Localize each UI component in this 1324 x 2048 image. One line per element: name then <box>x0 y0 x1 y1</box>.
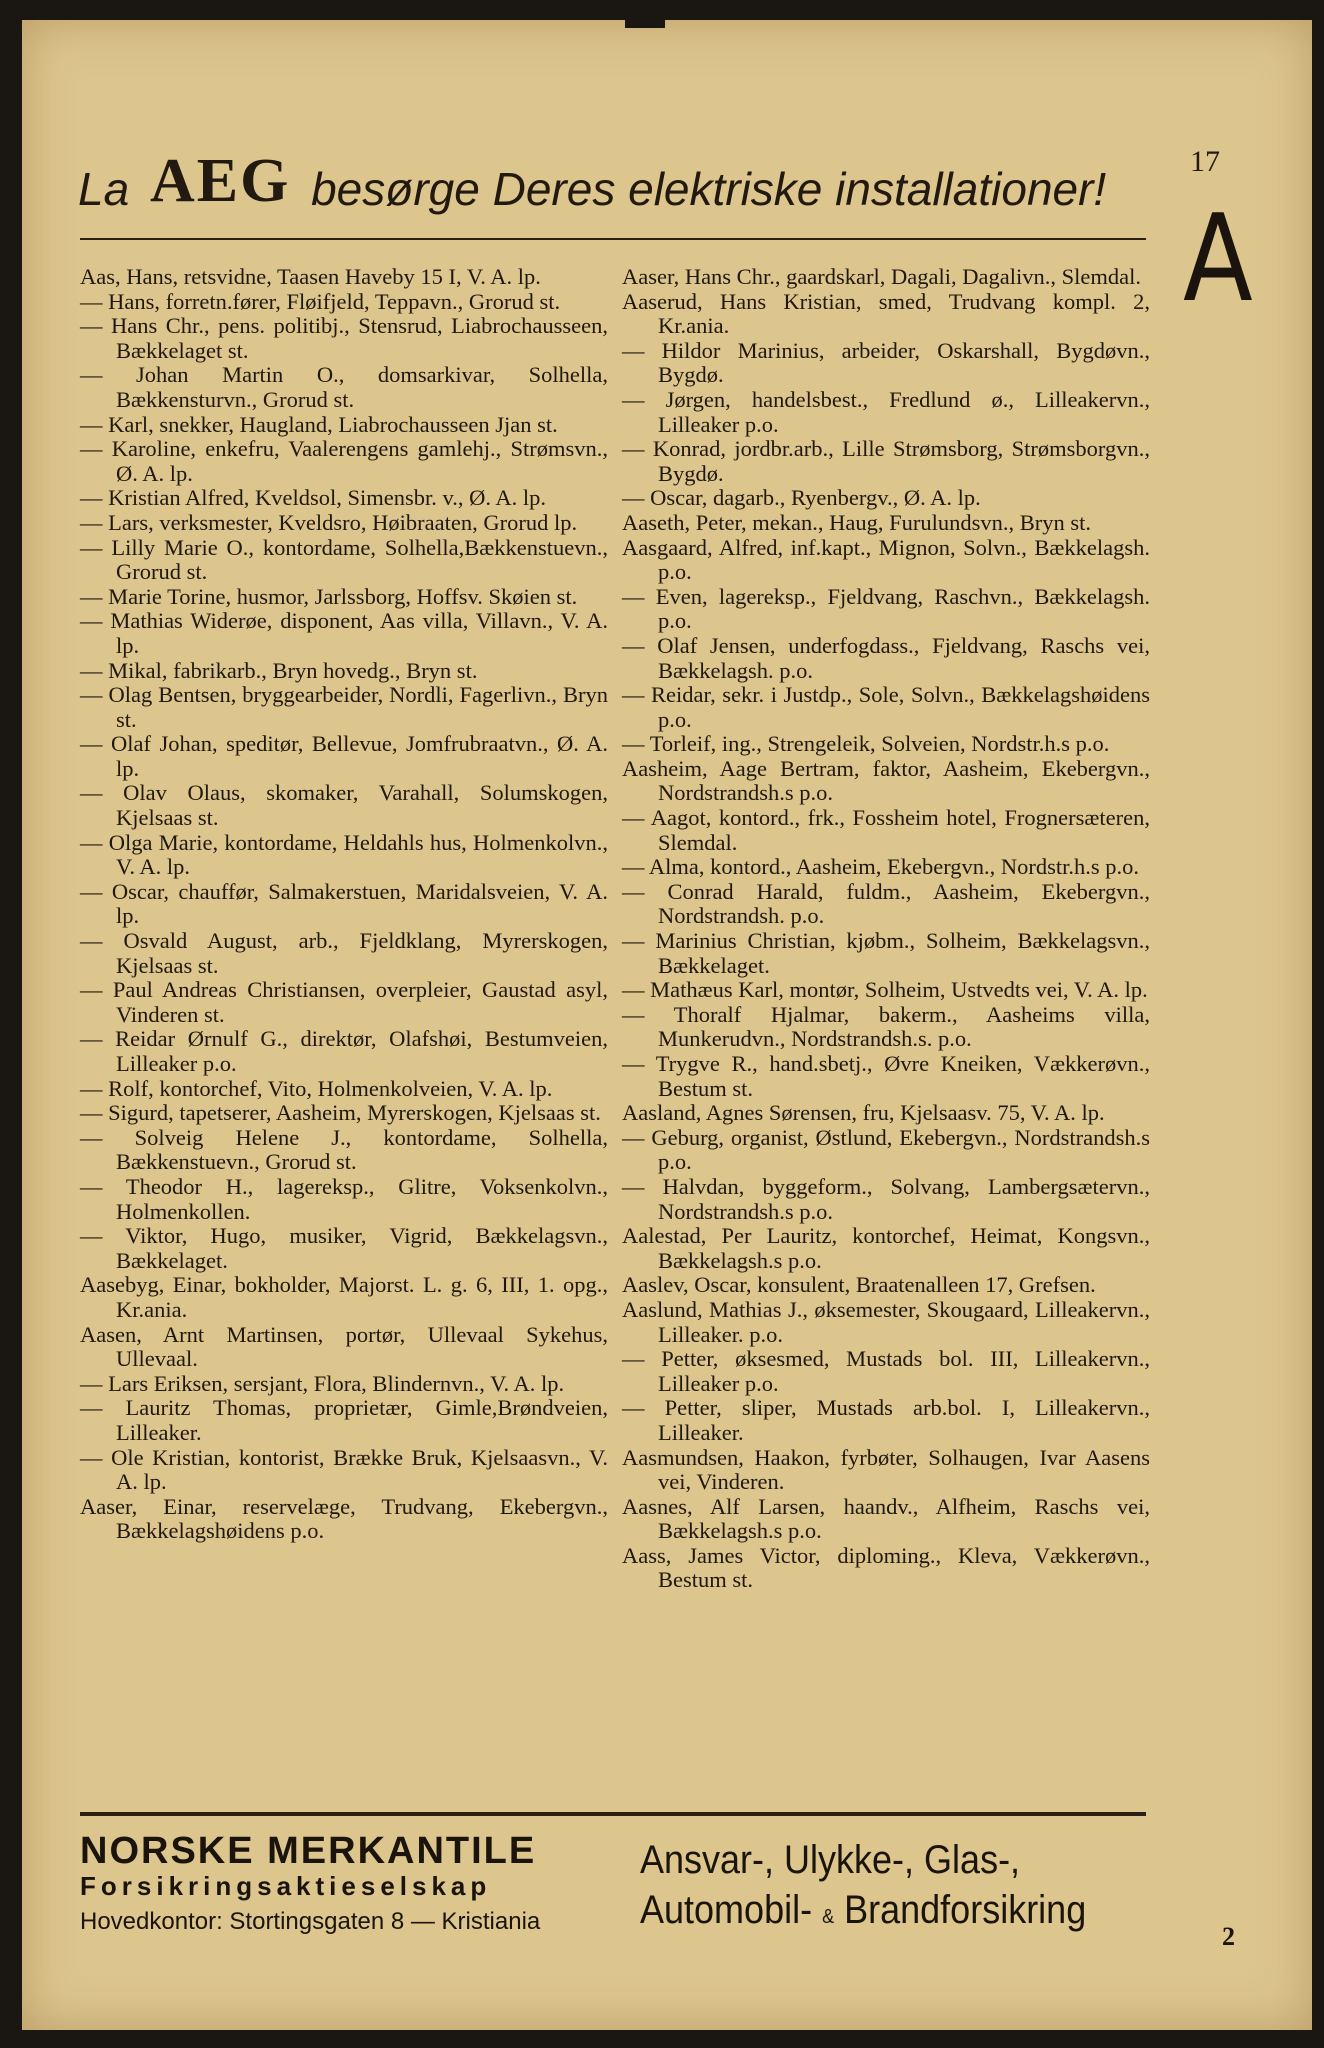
directory-entry: — Oscar, dagarb., Ryenbergv., Ø. A. lp. <box>622 485 981 511</box>
directory-entry: Aasheim, Aage Bertram, faktor, Aasheim, Ekebergvn., Nordstrandsh.s p.o. <box>622 755 1150 806</box>
binding-mark <box>625 20 665 28</box>
directory-entry: — Olag Bentsen, bryggearbeider, Nordli, Fagerlivn., Bryn st. <box>80 682 608 732</box>
directory-entry: — Theodor H., lagereksp., Glitre, Voksenkolvn., Holmenkollen. <box>80 1173 608 1224</box>
directory-entry: — Thoralf Hjalmar, bakerm., Aasheims villa, Munkerudvn., Nordstrandsh.s. p.o. <box>622 1001 1150 1052</box>
directory-entry: Aasgaard, Alfred, inf.kapt., Mignon, Solvn., Bækkelagsh. p.o. <box>622 534 1150 585</box>
signature-number: 2 <box>1222 1922 1235 1951</box>
directory-entry: Aass, James Victor, diploming., Kleva, Vækkerøvn., Bestum st. <box>622 1542 1150 1593</box>
directory-entry: — Karl, snekker, Haugland, Liabrochausseen Jjan st. <box>80 411 558 437</box>
directory-entry: — Oscar, chauffør, Salmakerstuen, Maridalsveien, V. A. lp. <box>80 878 608 929</box>
directory-entry: — Mathias Widerøe, disponent, Aas villa, Villavn., V. A. lp. <box>80 608 608 658</box>
directory-entry: Aaserud, Hans Kristian, smed, Trudvang kompl. 2, Kr.ania. <box>622 288 1150 339</box>
directory-entry: — Osvald August, arb., Fjeldklang, Myrerskogen, Kjelsaas st. <box>80 928 608 978</box>
right-column <box>622 265 1150 1593</box>
ad-prefix: La <box>78 163 130 215</box>
company-address: Hovedkontor: Stortingsgaten 8 — Kristiania <box>80 1908 541 1935</box>
directory-entry: — Konrad, jordbr.arb., Lille Strømsborg, Strømsborgvn., Bygdø. <box>622 436 1150 486</box>
directory-entry: — Olaf Johan, speditør, Bellevue, Jomfrubraatvn., Ø. A. lp. <box>80 731 608 781</box>
directory-entry: — Karoline, enkefru, Vaalerengens gamlehj., Strømsvn., Ø. A. lp. <box>80 436 608 486</box>
directory-entry: — Conrad Harald, fuldm., Aasheim, Ekebergvn., Nordstrandsh. p.o. <box>622 878 1150 929</box>
directory-entry: — Reidar Ørnulf G., direktør, Olafshøi, Bestumveien, Lilleaker p.o. <box>80 1026 608 1076</box>
directory-entry: — Lars Eriksen, sersjant, Flora, Blindernvn., V. A. lp. <box>80 1370 565 1396</box>
aeg-advertisement <box>78 147 1107 221</box>
insurance-types-line2 <box>640 1885 1108 1942</box>
directory-entry: — Paul Andreas Christiansen, overpleier, Gaustad asyl, Vinderen st. <box>80 977 608 1027</box>
section-letter: A <box>1183 190 1253 329</box>
directory-entry: — Hildor Marinius, arbeider, Oskarshall, Bygdøvn., Bygdø. <box>622 337 1150 388</box>
directory-entry: Aasebyg, Einar, bokholder, Majorst. L. g. 6, III, 1. opg., Kr.ania. <box>80 1272 608 1322</box>
directory-entry: Aalestad, Per Lauritz, kontorchef, Heimat, Kongsvn., Bækkelagsh.s p.o. <box>622 1223 1150 1273</box>
directory-entry: — Olaf Jensen, underfogdass., Fjeldvang, Raschs vei, Bækkelagsh. p.o. <box>622 632 1150 683</box>
ad-slogan: besørge Deres elektriske installationer! <box>311 163 1107 215</box>
directory-entry: — Olga Marie, kontordame, Heldahls hus, Holmenkolvn., V. A. lp. <box>80 829 608 880</box>
directory-entry: — Solveig Helene J., kontordame, Solhella, Bækkenstuevn., Grorud st. <box>80 1124 608 1175</box>
company-type: Forsikringsaktieselskap <box>80 1871 492 1901</box>
insurance-ad-right <box>640 1835 1108 1942</box>
directory-entry: Aasland, Agnes Sørensen, fru, Kjelsaasv. 75, V. A. lp. <box>622 1100 1105 1126</box>
footer-rule <box>80 1812 1146 1816</box>
directory-entry: — Lars, verksmester, Kveldsro, Høibraaten, Grorud lp. <box>80 509 578 535</box>
directory-entry: Aasen, Arnt Martinsen, portør, Ullevaal Sykehus, Ullevaal. <box>80 1321 608 1372</box>
directory-entry: Aas, Hans, retsvidne, Taasen Haveby 15 I, V. A. lp. <box>80 264 541 289</box>
directory-entry: Aaslev, Oscar, konsulent, Braatenalleen 17, Grefsen. <box>622 1272 1096 1298</box>
directory-entry: — Jørgen, handelsbest., Fredlund ø., Lilleakervn., Lilleaker p.o. <box>622 386 1150 437</box>
directory-entry: Aaser, Einar, reservelæge, Trudvang, Ekebergvn., Bækkelagshøidens p.o. <box>80 1493 608 1544</box>
insurance-ad-left <box>80 1830 610 1936</box>
directory-entry: — Aagot, kontord., frk., Fossheim hotel, Frognersæteren, Slemdal. <box>622 805 1150 855</box>
directory-entry: — Olav Olaus, skomaker, Varahall, Solumskogen, Kjelsaas st. <box>80 780 608 831</box>
company-name: NORSKE MERKANTILE <box>80 1830 537 1872</box>
directory-entry: Aaslund, Mathias J., øksemester, Skougaard, Lilleakervn., Lilleaker. p.o. <box>622 1296 1150 1347</box>
directory-entry: — Marie Torine, husmor, Jarlssborg, Hoffsv. Skøien st. <box>80 583 578 609</box>
directory-entry: — Mathæus Karl, montør, Solheim, Ustvedts vei, V. A. lp. <box>622 977 1148 1003</box>
directory-entry: — Even, lagereksp., Fjeldvang, Raschvn., Bækkelagsh. p.o. <box>622 583 1150 634</box>
insurance-types-line1: Ansvar-, Ulykke-, Glas-, <box>640 1838 1021 1882</box>
directory-entry: — Reidar, sekr. i Justdp., Sole, Solvn., Bækkelagshøidens p.o. <box>622 682 1150 732</box>
directory-entry: — Hans Chr., pens. politibj., Stensrud, Liabrochausseen, Bækkelaget st. <box>80 313 608 363</box>
directory-entry: — Marinius Christian, kjøbm., Solheim, Bækkelagsvn., Bækkelaget. <box>622 928 1150 978</box>
directory-entry: — Alma, kontord., Aasheim, Ekebergvn., Nordstr.h.s p.o. <box>622 854 1140 880</box>
directory-entry: Aasnes, Alf Larsen, haandv., Alfheim, Raschs vei, Bækkelagsh.s p.o. <box>622 1493 1150 1544</box>
page-number: 17 <box>1190 145 1220 178</box>
directory-entry: — Johan Martin O., domsarkivar, Solhella, Bækkensturvn., Grorud st. <box>80 362 608 412</box>
directory-entry: — Sigurd, tapetserer, Aasheim, Myrerskogen, Kjelsaas st. <box>80 1100 601 1126</box>
left-column <box>80 265 608 1544</box>
directory-entry: — Trygve R., hand.sbetj., Øvre Kneiken, Vækkerøvn., Bestum st. <box>622 1051 1150 1101</box>
directory-entry: — Halvdan, byggeform., Solvang, Lambergsætervn., Nordstrandsh.s p.o. <box>622 1173 1150 1224</box>
directory-entry: — Lilly Marie O., kontordame, Solhella,Bækkenstuevn., Grorud st. <box>80 534 608 585</box>
directory-entry: — Hans, forretn.fører, Fløifjeld, Teppavn., Grorud st. <box>80 288 561 314</box>
directory-entry: Aasmundsen, Haakon, fyrbøter, Solhaugen, Ivar Aasens vei, Vinderen. <box>622 1444 1150 1495</box>
brandforsikring-text: Brandforsikring <box>844 1888 1087 1932</box>
directory-entry: — Lauritz Thomas, proprietær, Gimle,Brøndveien, Lilleaker. <box>80 1395 608 1445</box>
directory-entry: — Viktor, Hugo, musiker, Vigrid, Bækkelagsvn., Bækkelaget. <box>80 1223 608 1273</box>
directory-entry: — Ole Kristian, kontorist, Brække Bruk, Kjelsaasvn., V. A. lp. <box>80 1444 608 1495</box>
directory-entry: — Kristian Alfred, Kveldsol, Simensbr. v., Ø. A. lp. <box>80 485 547 511</box>
directory-entry: — Rolf, kontorchef, Vito, Holmenkolveien, V. A. lp. <box>80 1075 553 1101</box>
ampersand: & <box>822 1906 835 1928</box>
directory-entry: — Torleif, ing., Strengeleik, Solveien, Nordstr.h.s p.o. <box>622 731 1110 757</box>
directory-entry: — Geburg, organist, Østlund, Ekebergvn., Nordstrandsh.s p.o. <box>622 1124 1150 1175</box>
automobil-text: Automobil- <box>640 1888 813 1932</box>
header-rule <box>80 238 1146 240</box>
aeg-brand: AEG <box>149 147 291 215</box>
directory-entry: — Petter, sliper, Mustads arb.bol. I, Lilleakervn., Lilleaker. <box>622 1395 1150 1445</box>
advertisement-header <box>78 135 1158 230</box>
directory-entry: Aaser, Hans Chr., gaardskarl, Dagali, Dagalivn., Slemdal. <box>622 264 1141 289</box>
directory-entry: — Petter, øksesmed, Mustads bol. III, Lilleakervn., Lilleaker p.o. <box>622 1346 1150 1396</box>
directory-entry: — Mikal, fabrikarb., Bryn hovedg., Bryn st. <box>80 657 478 683</box>
directory-entry: Aaseth, Peter, mekan., Haug, Furulundsvn., Bryn st. <box>622 509 1092 535</box>
